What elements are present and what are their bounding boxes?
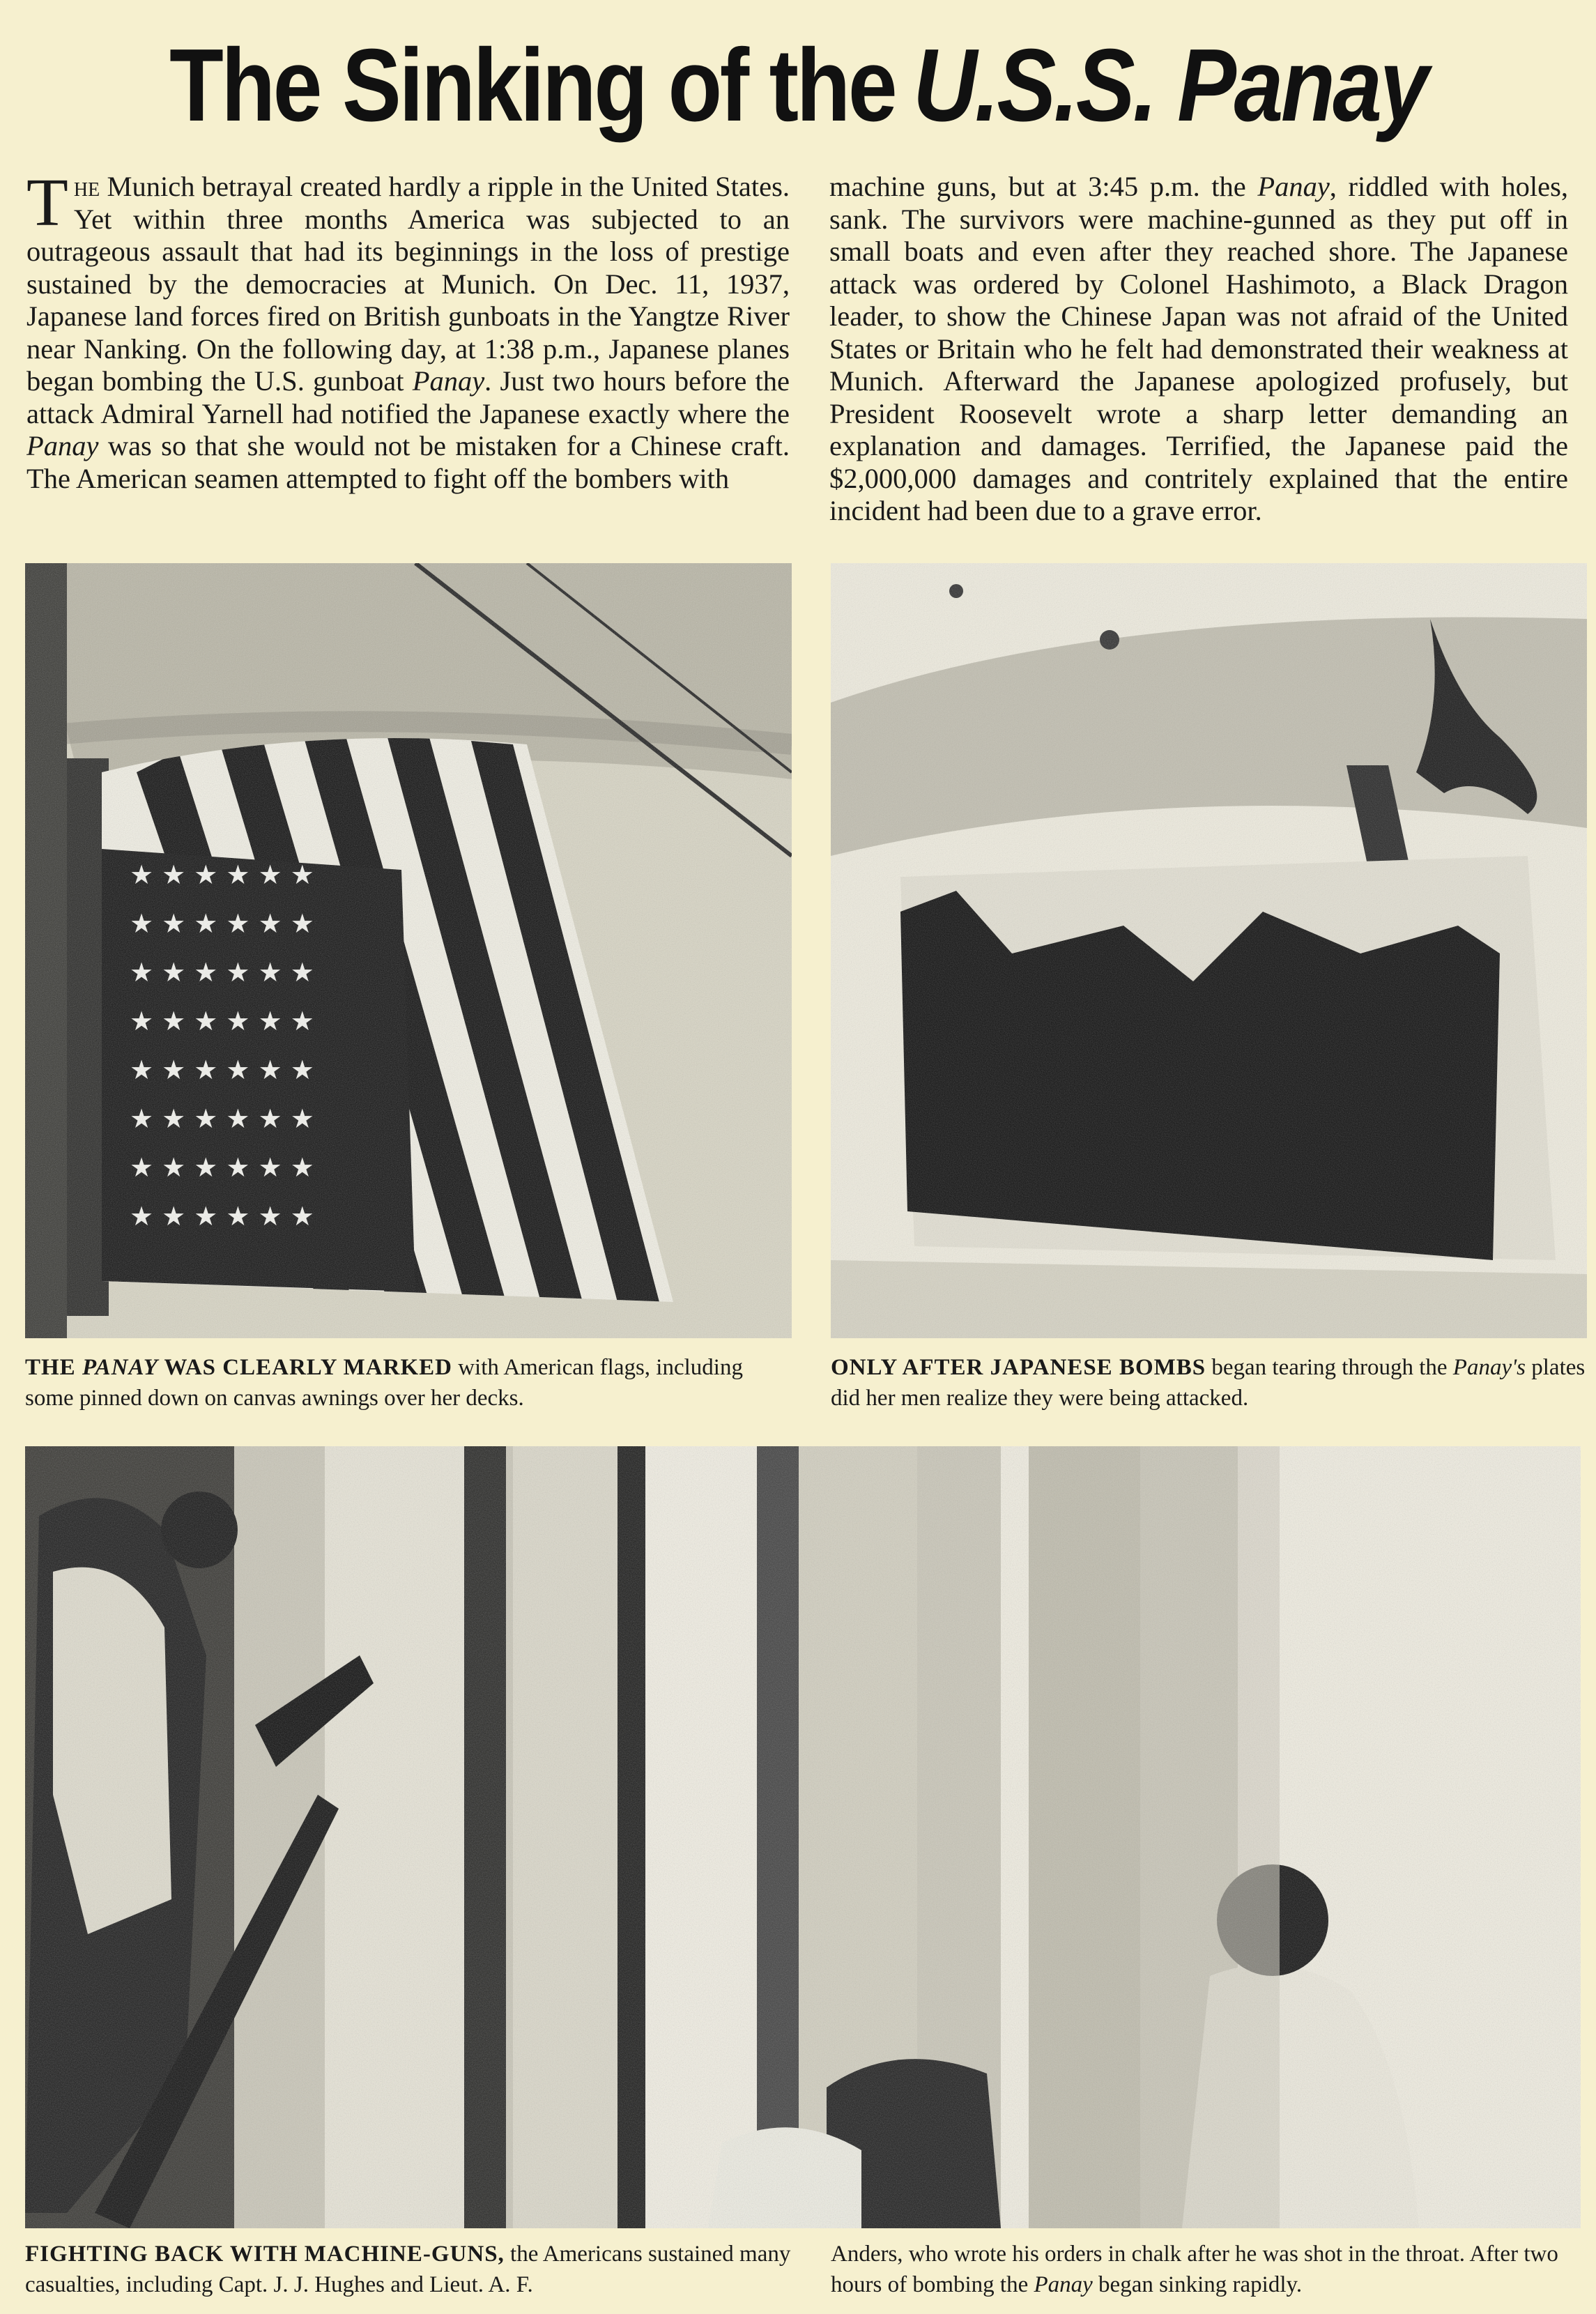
sailors-photo-graphic: [25, 1446, 1581, 2228]
photo-sailors-firing: [25, 1446, 1581, 2228]
photo-bomb-damage: [831, 563, 1587, 1338]
small-caps-lead: he: [73, 171, 100, 202]
photo-flag-on-awning: [25, 563, 792, 1338]
drop-cap: T: [26, 171, 68, 240]
caption-text: with American flags, including some pinned down on canvas awnings over her decks.: [25, 1355, 743, 1411]
article-text: . Just two hours before the attack Admiral Yarnell had notified the Japanese exactly where the: [26, 365, 790, 429]
article-text: was so that she would not be mistaken for a Chinese craft. The American seamen attempted to fight off the bombers with: [26, 430, 790, 494]
caption-lead: ONLY AFTER JAPANESE BOMBS: [831, 1355, 1206, 1380]
caption-bomb-photo: [831, 1352, 1590, 1413]
title-main: The Sinking of the: [169, 28, 896, 143]
flag-photo-graphic: [25, 563, 792, 1338]
caption-sailors-photo-left: [25, 2239, 792, 2300]
caption-text: began tearing through the: [1206, 1355, 1453, 1380]
caption-lead: WAS CLEARLY MARKED: [158, 1355, 452, 1380]
caption-lead: FIGHTING BACK WITH MACHINE-GUNS,: [25, 2242, 505, 2267]
caption-lead: THE: [25, 1355, 82, 1380]
article-column-right: [829, 171, 1568, 533]
caption-text: Anders, who wrote his orders in chalk after he was shot in the throat. After two hours of bombing the: [831, 2242, 1558, 2297]
article-text: , riddled with holes, sank. The survivors were machine-gunned as they put off in small boats and even after they reached shore. The Japanese attack was ordered by Colonel Hashimoto, a Black Dragon leader, to show the Chinese Japan was not afraid of the United States or Britain who he felt had demonstrated their weakness at Munich. Afterward the Japanese apologized profusely, but President Roosevelt wrote a sharp letter demanding an explanation and damages. Terrified, the Japanese paid the $2,000,000 damages and contritely explained that the entire incident had been due to a grave error.: [829, 171, 1568, 526]
caption-sailors-photo-right: [831, 2239, 1583, 2300]
caption-text: the Americans sustained many casualties, including Capt. J. J. Hughes and Lieut. A. F.: [25, 2242, 791, 2297]
title-ship-name: U.S.S. Panay: [913, 28, 1427, 143]
caption-ship-name: Panay: [1034, 2272, 1093, 2297]
article-text: machine guns, but at 3:45 p.m. the: [829, 171, 1258, 202]
ship-name: Panay: [412, 365, 485, 397]
ship-name: Panay: [1257, 171, 1330, 202]
bomb-damage-graphic: [831, 563, 1587, 1338]
article-column-left: [26, 171, 790, 533]
ship-name: Panay: [26, 430, 99, 461]
caption-ship-name: PANAY: [82, 1355, 158, 1380]
caption-text: began sinking rapidly.: [1092, 2272, 1303, 2297]
caption-ship-name: Panay's: [1452, 1355, 1526, 1380]
page-title: [112, 26, 1484, 145]
article-text: Munich betrayal created hardly a ripple in the United States. Yet within three months America was subjected to an outrageous assault that had its beginnings in the loss of prestige sustained by the democracies at Munich. On Dec. 11, 1937, Japanese land forces fired on British gunboats in the Yangtze River near Nanking. On the following day, at 1:38 p.m., Japanese planes began bombing the U.S. gunboat: [26, 171, 790, 397]
caption-text: plates did her men realize they were being attacked.: [831, 1355, 1586, 1411]
caption-flag-photo: [25, 1352, 795, 1413]
